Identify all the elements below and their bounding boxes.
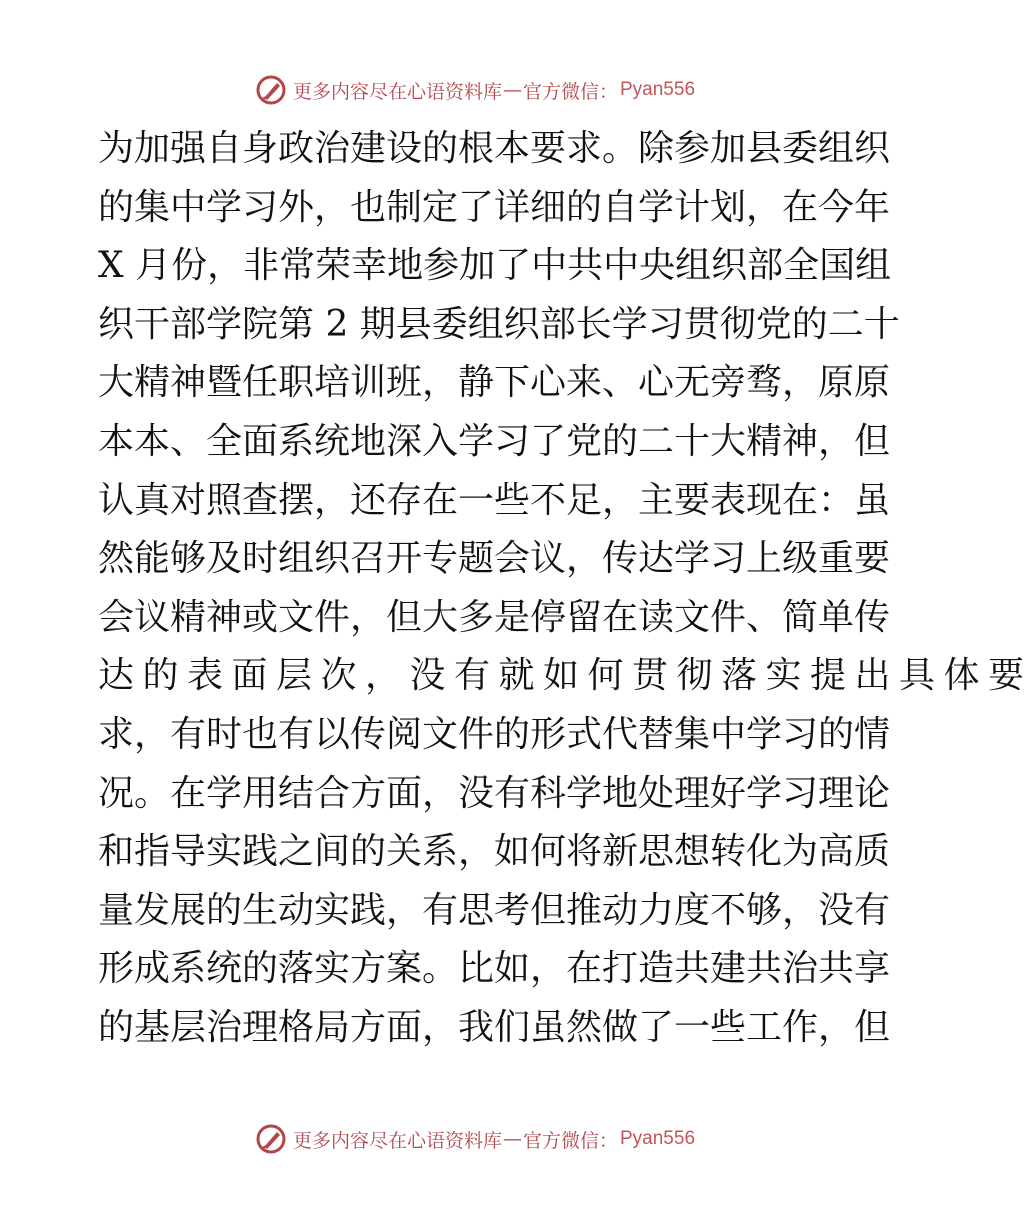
document-body <box>98 120 1033 1058</box>
text-line: 大精神暨任职培训班，静下心来、心无旁骛，原原 <box>98 362 891 404</box>
text-line: 会议精神或文件，但大多是停留在读文件、简单传 <box>98 596 891 638</box>
text-line: 求，有时也有以传阅文件的形式代替集中学习的情 <box>98 713 891 755</box>
watermark-wechat-label: 官方微信： <box>522 1129 618 1152</box>
text-line: 况。在学用结合方面，没有科学地处理好学习理论 <box>98 772 891 814</box>
footer-watermark <box>0 1122 950 1156</box>
header-watermark <box>0 73 950 107</box>
text-line: 然能够及时组织召开专题会议，传达学习上级重要 <box>98 538 891 580</box>
text-line: 量发展的生动实践，有思考但推动力度不够，没有 <box>98 889 891 931</box>
watermark-main-text: 更多内容尽在心语资料库 <box>292 80 502 103</box>
text-line: 达的表面层次，没有就如何贯彻落实提出具体要 <box>98 655 1033 697</box>
text-line: 认真对照查摆，还存在一些不足，主要表现在：虽 <box>98 479 891 521</box>
text-line: 织干部学院第 2 期县委组织部长学习贯彻党的二十 <box>98 303 900 345</box>
quill-logo-icon <box>255 1123 287 1155</box>
text-line: 和指导实践之间的关系，如何将新思想转化为高质 <box>98 831 891 873</box>
watermark-wechat-label: 官方微信： <box>522 80 618 103</box>
text-line: 的集中学习外，也制定了详细的自学计划，在今年 <box>98 186 891 228</box>
text-line: 为加强自身政治建设的根本要求。除参加县委组织 <box>98 128 891 169</box>
text-line: 本本、全面系统地深入学习了党的二十大精神，但 <box>98 420 891 462</box>
text-line: 形成系统的落实方案。比如，在打造共建共治共享 <box>98 948 891 990</box>
watermark-dash: — <box>502 1128 522 1150</box>
watermark-wechat-id: Pyan556 <box>620 79 696 100</box>
watermark-dash: — <box>502 79 522 101</box>
watermark-main-text: 更多内容尽在心语资料库 <box>292 1129 502 1152</box>
quill-logo-icon <box>255 74 287 106</box>
text-line: X 月份，非常荣幸地参加了中共中央组织部全国组 <box>98 245 892 287</box>
watermark-wechat-id: Pyan556 <box>620 1128 696 1149</box>
text-line: 的基层治理格局方面，我们虽然做了一些工作，但 <box>98 1006 891 1048</box>
